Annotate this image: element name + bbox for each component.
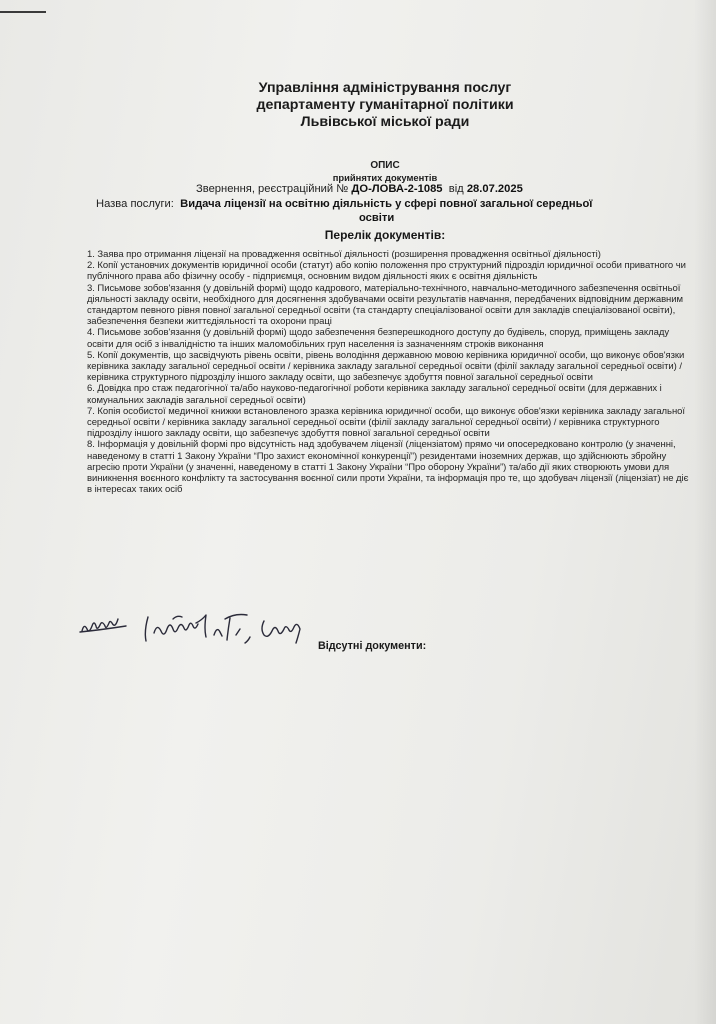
- service-line: [96, 197, 681, 225]
- service-name: Видача ліцензії на освітню діяльність у сфері повної загальної середньої: [180, 198, 593, 210]
- letterhead: [150, 80, 620, 131]
- documents-list: [87, 249, 692, 495]
- header-line-1: Управління адміністрування послуг: [258, 80, 512, 96]
- header-line-3: Львівської міської ради: [300, 114, 470, 130]
- request-date: 28.07.2025: [466, 183, 523, 195]
- list-item: 2. Копії установчих документів юридичної особи (статут) або копію положення про структурний підрозділ юридичної особи приватного чи публічного права або фізичну особу - підприємця, основним видом діяльності яких є освітня діяльність: [87, 260, 686, 283]
- document-title-block: [200, 160, 570, 184]
- request-number: ДО-ЛОВА-2-1085: [351, 183, 443, 195]
- paper-shadow: [694, 0, 716, 1024]
- corner-line: [0, 11, 46, 13]
- list-item: 4. Письмове зобов'язання (у довільній формі) щодо забезпечення безперешкодного доступу до будівель, споруд, приміщень закладу освіти для осіб з інвалідністю та інших маломобільних груп населення із зазначенням строків виконання: [87, 327, 670, 350]
- header-line-2: департаменту гуманітарної політики: [256, 97, 514, 113]
- list-item: 3. Письмове зобов'язання (у довільній формі) щодо кадрового, матеріально-технічного, навчально-методичного забезпечення освітньої діяльності закладу освіти, необхідного для досягнення здобувачами освіти результатів навчання, передбачених відповідним державним стандартом певного рівня повної загальної середньої освіти (та стандарту спеціалізованої освіти для закладів спеціалізованої освіти), забезпечення безпеки життєдіяльності та охорони праці: [87, 282, 683, 328]
- request-line: [196, 183, 616, 195]
- document-subtitle: прийнятих документів: [332, 172, 438, 183]
- document-title: ОПИС: [370, 160, 400, 171]
- list-item: 6. Довідка про стаж педагогічної та/або науково-педагогічної роботи керівника закладу загальної середньої освіти (для державних і комунальних закладів загальної середньої освіти): [87, 383, 662, 406]
- list-item: 1. Заява про отримання ліцензії на провадження освітньої діяльності (розширення провадження освітньої діяльності): [87, 249, 601, 260]
- documents-list-title: Перелік документів:: [324, 228, 446, 242]
- list-item: 8. Інформація у довільній формі про відсутність над здобувачем ліцензії (ліцензіатом) прямо чи опосередковано контролю (у значенні, наведеному в статті 1 Закону України “Про захист економічної конкуренції”) резидентами іноземних держав, що здійснюють збройну агресію проти України (у значенні, наведеному в статті 1 Закону України “Про оборону України”) та/або дії яких створюють умови для виникнення воєнного конфлікту та застосування воєнної сили проти України, та інформація про те, що здобувач ліцензії (ліцензіат) не діє в інтересах таких осіб: [87, 439, 689, 496]
- service-label: Назва послуги:: [96, 198, 174, 210]
- date-label: від: [448, 183, 464, 195]
- missing-documents-title: Відсутні документи:: [318, 640, 427, 652]
- request-label: Звернення, реєстраційний №: [196, 183, 349, 195]
- list-item: 7. Копія особистої медичної книжки встановленого зразка керівника юридичної особи, що виконує обов'язки керівника закладу загальної середньої освіти / керівника закладу загальної середньої освіти (філії закладу загальної середньої освіти) / керівника структурного підрозділу іншого закладу освіти, що забезпечує здобуття повної загальної середньої освіти: [87, 405, 685, 440]
- list-item: 5. Копії документів, що засвідчують рівень освіти, рівень володіння державною мовою керівника юридичної особи, що виконує обов'язки керівника закладу загальної середньої освіти / керівника закладу загальної середньої освіти (філії закладу загальної середньої освіти) / керівника структурного підрозділу іншого закладу освіти, що забезпечує здобуття повної загальної середньої освіти: [87, 349, 685, 384]
- service-name-continued: освіти: [359, 212, 395, 224]
